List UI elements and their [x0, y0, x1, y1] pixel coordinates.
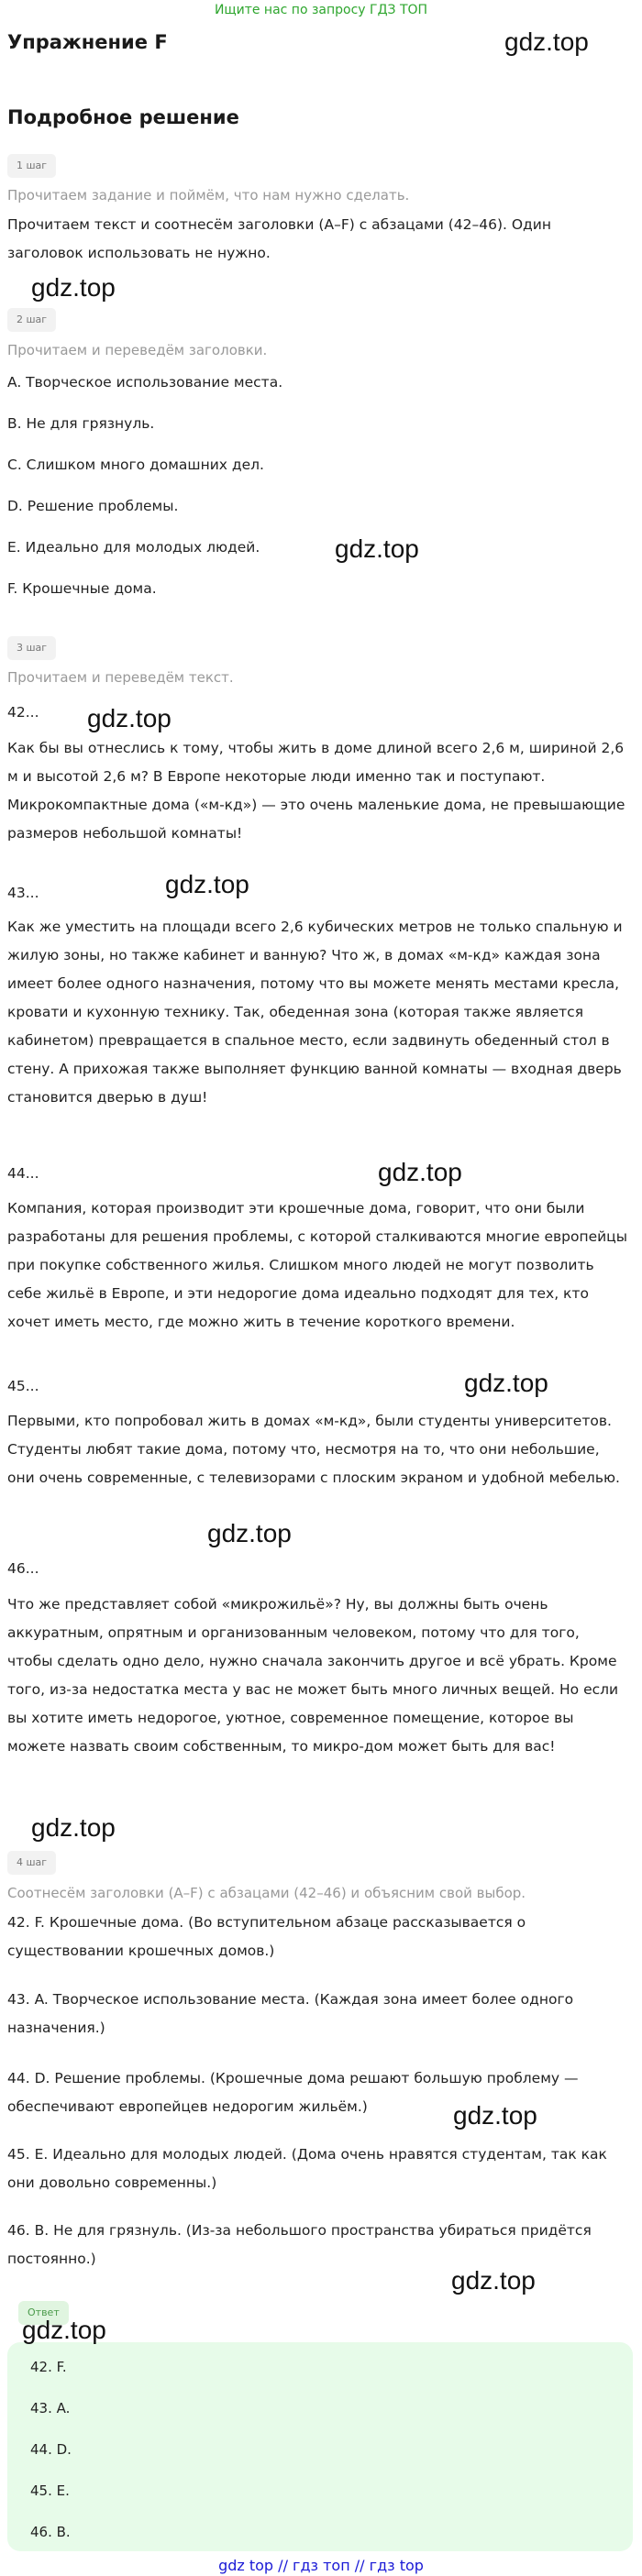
heading-item: F. Крошечные дома.	[7, 580, 157, 597]
paragraph-number: 44...	[7, 1165, 39, 1182]
match-item: 46. B. Не для грязнуль. (Из-за небольшого пространства убираться придётся постоянно.)	[7, 2222, 592, 2267]
answer-badge: Ответ	[18, 2301, 69, 2325]
watermark: gdz.top	[31, 1813, 116, 1842]
watermark: gdz.top	[31, 273, 116, 302]
step-hint: Соотнесём заголовки (A–F) с абзацами (42–46) и объясним свой выбор.	[7, 1885, 526, 1901]
footer-link[interactable]: gdz top	[218, 2557, 274, 2574]
paragraph: Как же уместить на площади всего 2,6 кубических метров не только спальную и жилую зоны, но также кабинет и ванную? Что ж, в домах «м-кд» каждая зона имеет более одного назначения, потому что вы можете менять местами кресла, кровати и кухонную технику. Так, обеденная зона (которая также является кабинетом) превращается в спальное место, если задвинуть обеденный стол в стену. А прихожая также выполняет функцию ванной комнаты — входная дверь становится дверью в душ!	[7, 919, 623, 1106]
step-badge: 2 шаг	[7, 308, 56, 332]
paragraph: Что же представляет собой «микрожильё»? Ну, вы должны быть очень аккуратным, опрятным и организованным человеком, потому что для того, чтобы сделать одно дело, нужно сначала закончить другое и всё убрать. Кроме того, из-за недостатка места у вас не может быть много личных вещей. Но если вы хотите иметь недорогое, уютное, современное помещение, которое вы можете назвать своим собственным, то микро-дом может быть для вас!	[7, 1596, 619, 1755]
watermark: gdz.top	[87, 704, 172, 732]
heading-item: B. Не для грязнуль.	[7, 415, 155, 432]
watermark: gdz.top	[165, 870, 249, 898]
paragraph: Как бы вы отнеслись к тому, чтобы жить в доме длиной всего 2,6 м, шириной 2,6 м и высотой 2,6 м? В Европе некоторые люди именно так и поступают. Микрокомпактные дома («м-кд») — это очень маленькие дома, не превышающие размеров небольшой комнаты!	[7, 740, 625, 842]
answer-item: 42. F.	[30, 2359, 67, 2375]
paragraph-number: 46...	[7, 1560, 39, 1577]
match-item: 44. D. Решение проблемы. (Крошечные дома решают большую проблему — обеспечивают европейцев недорогим жильём.)	[7, 2070, 579, 2115]
footer-separator: //	[278, 2557, 288, 2574]
match-item: 45. E. Идеально для молодых людей. (Дома очень нравятся студентам, так как они довольно современны.)	[7, 2146, 607, 2191]
watermark: gdz.top	[453, 2101, 537, 2130]
paragraph-number: 45...	[7, 1378, 39, 1394]
step-hint: Прочитаем и переведём заголовки.	[7, 342, 268, 358]
paragraph-number: 42...	[7, 704, 39, 721]
page-title: Упражнение F	[7, 31, 168, 53]
heading-item: A. Творческое использование места.	[7, 374, 283, 391]
watermark: gdz.top	[335, 534, 419, 563]
match-item: 43. A. Творческое использование места. (Каждая зона имеет более одного назначения.)	[7, 1991, 574, 2036]
watermark: gdz.top	[464, 1369, 548, 1397]
footer-links	[0, 2556, 642, 2576]
answer-item: 46. B.	[30, 2524, 71, 2540]
watermark: gdz.top	[207, 1519, 292, 1547]
heading-item: D. Решение проблемы.	[7, 498, 179, 514]
watermark: gdz.top	[504, 28, 589, 56]
paragraph-number: 43...	[7, 885, 39, 901]
solution-heading: Подробное решение	[7, 106, 239, 128]
heading-item: E. Идеально для молодых людей.	[7, 539, 260, 556]
answer-item: 44. D.	[30, 2441, 72, 2458]
footer-separator: //	[354, 2557, 365, 2574]
step-badge: 4 шаг	[7, 1851, 56, 1875]
paragraph: Компания, которая производит эти крошечные дома, говорит, что они были разработаны для решения проблемы, с которой сталкиваются многие европейцы при покупке собственного жилья. Слишком много людей не могут позволить себе жильё в Европе, и эти недорогие дома идеально подходят для тех, кто хочет иметь место, где можно жить в течение короткого времени.	[7, 1200, 627, 1330]
answer-item: 43. A.	[30, 2400, 71, 2416]
paragraph: Первыми, кто попробовал жить в домах «м-кд», были студенты университетов. Студенты любят такие дома, потому что, несмотря на то, что они небольшие, они очень современные, с телевизорами с плоским экраном и удобной мебелью.	[7, 1413, 620, 1486]
watermark: gdz.top	[22, 2316, 106, 2344]
top-banner[interactable]: Ищите нас по запросу ГДЗ ТОП	[214, 3, 428, 17]
step-hint: Прочитаем и переведём текст.	[7, 669, 234, 686]
answer-box	[7, 2342, 633, 2551]
step-text: Прочитаем текст и соотнесём заголовки (A–F) с абзацами (42–46). Один заголовок использовать не нужно.	[7, 216, 551, 261]
watermark: gdz.top	[451, 2266, 536, 2295]
footer-link[interactable]: гдз топ	[293, 2557, 350, 2574]
step-badge: 1 шаг	[7, 154, 56, 178]
match-item: 42. F. Крошечные дома. (Во вступительном абзаце рассказывается о существовании крошечных домов.)	[7, 1914, 526, 1959]
step-hint: Прочитаем задание и поймём, что нам нужно сделать.	[7, 187, 410, 204]
watermark: gdz.top	[378, 1158, 462, 1186]
step-badge: 3 шаг	[7, 636, 56, 660]
answer-item: 45. E.	[30, 2482, 70, 2499]
heading-item: C. Слишком много домашних дел.	[7, 457, 264, 473]
footer-link[interactable]: гдз top	[369, 2557, 424, 2574]
